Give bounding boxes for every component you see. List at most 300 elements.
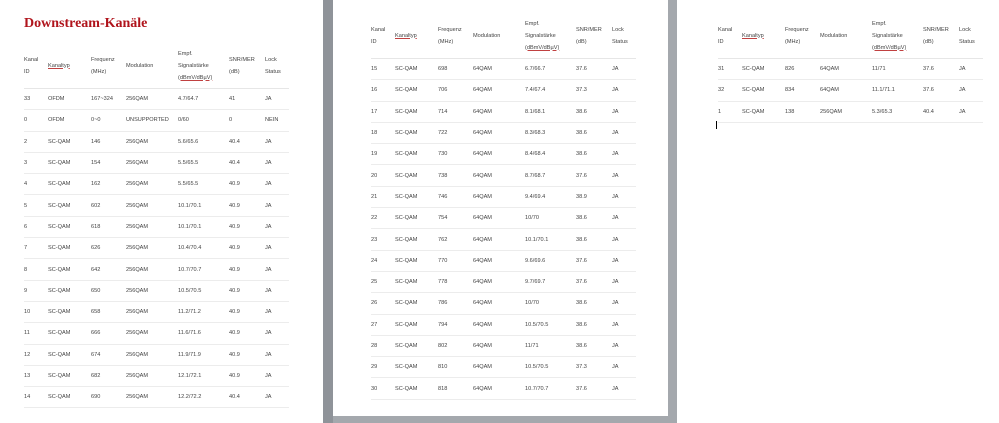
cell-lock: JA bbox=[612, 165, 636, 186]
cell-id: 9 bbox=[24, 280, 48, 301]
cell-mod: 64QAM bbox=[820, 80, 872, 101]
cell-mod: 64QAM bbox=[473, 165, 525, 186]
header-text: Empf. bbox=[178, 50, 193, 57]
cell-freq: 690 bbox=[91, 387, 126, 408]
cell-id: 3 bbox=[24, 152, 48, 173]
table-row bbox=[718, 80, 983, 101]
header-text: (dB) bbox=[923, 38, 934, 45]
cell-snr: 40.9 bbox=[229, 280, 265, 301]
header-text: Status bbox=[612, 38, 628, 45]
cell-type: SC-QAM bbox=[742, 59, 785, 80]
cell-snr: 38.6 bbox=[576, 122, 612, 143]
column-header-snr bbox=[229, 43, 265, 89]
header-text: Kanal bbox=[718, 26, 733, 33]
cell-id: 18 bbox=[371, 122, 395, 143]
cell-type: SC-QAM bbox=[395, 101, 438, 122]
cell-type: SC-QAM bbox=[395, 250, 438, 271]
cell-freq: 714 bbox=[438, 101, 473, 122]
header-text: SNR/MER bbox=[576, 26, 602, 33]
column-header-type bbox=[48, 43, 91, 89]
column-header-id bbox=[371, 13, 395, 59]
cell-power: 10.4/70.4 bbox=[178, 238, 229, 259]
cell-mod: 64QAM bbox=[473, 293, 525, 314]
cell-lock: JA bbox=[612, 122, 636, 143]
cell-type: SC-QAM bbox=[395, 271, 438, 292]
cell-type: SC-QAM bbox=[48, 301, 91, 322]
cell-lock: JA bbox=[612, 144, 636, 165]
cell-freq: 770 bbox=[438, 250, 473, 271]
cell-mod: 256QAM bbox=[126, 301, 178, 322]
cell-id: 30 bbox=[371, 378, 395, 399]
page-1 bbox=[0, 0, 323, 423]
cell-power: 11/71 bbox=[872, 59, 923, 80]
cell-power: 10.5/70.5 bbox=[178, 280, 229, 301]
cell-power: 10/70 bbox=[525, 293, 576, 314]
cell-snr: 37.6 bbox=[576, 271, 612, 292]
cell-freq: 626 bbox=[91, 238, 126, 259]
table-row bbox=[24, 131, 289, 152]
header-text: Kanaltyp bbox=[48, 62, 70, 69]
table-header-row bbox=[24, 43, 289, 89]
cell-id: 24 bbox=[371, 250, 395, 271]
cell-freq: 642 bbox=[91, 259, 126, 280]
cell-type: SC-QAM bbox=[395, 122, 438, 143]
cell-type: SC-QAM bbox=[395, 80, 438, 101]
cell-snr: 37.6 bbox=[576, 378, 612, 399]
cell-mod: 64QAM bbox=[473, 80, 525, 101]
header-text: (dB) bbox=[229, 68, 240, 75]
cell-id: 16 bbox=[371, 80, 395, 101]
cell-id: 19 bbox=[371, 144, 395, 165]
cell-snr: 37.3 bbox=[576, 80, 612, 101]
cell-snr: 38.6 bbox=[576, 314, 612, 335]
cell-type: SC-QAM bbox=[48, 259, 91, 280]
cell-lock: JA bbox=[612, 208, 636, 229]
cell-power: 10.5/70.5 bbox=[525, 357, 576, 378]
table-header-row bbox=[718, 13, 983, 59]
cell-lock: JA bbox=[612, 186, 636, 207]
header-text: Modulation bbox=[473, 32, 501, 39]
column-header-freq bbox=[438, 13, 473, 59]
downstream-table bbox=[371, 13, 636, 400]
cell-snr: 38.6 bbox=[576, 293, 612, 314]
table-row bbox=[371, 229, 636, 250]
cell-id: 22 bbox=[371, 208, 395, 229]
table-row bbox=[371, 250, 636, 271]
table-row bbox=[24, 387, 289, 408]
cell-mod: 64QAM bbox=[473, 314, 525, 335]
cell-freq: 602 bbox=[91, 195, 126, 216]
cell-type: SC-QAM bbox=[48, 280, 91, 301]
cell-snr: 40.9 bbox=[229, 195, 265, 216]
cell-freq: 754 bbox=[438, 208, 473, 229]
header-text: (dBmV/dBµV) bbox=[872, 44, 907, 51]
cell-mod: 64QAM bbox=[473, 229, 525, 250]
cell-mod: 256QAM bbox=[126, 259, 178, 280]
table-row bbox=[371, 80, 636, 101]
table-row bbox=[371, 293, 636, 314]
cell-snr: 41 bbox=[229, 89, 265, 110]
cell-type: SC-QAM bbox=[742, 80, 785, 101]
cell-mod: 256QAM bbox=[126, 131, 178, 152]
cell-lock: JA bbox=[612, 335, 636, 356]
cell-lock: JA bbox=[265, 238, 289, 259]
cell-id: 32 bbox=[718, 80, 742, 101]
table-row bbox=[24, 238, 289, 259]
header-text: Kanal bbox=[24, 56, 39, 63]
cell-id: 23 bbox=[371, 229, 395, 250]
cell-mod: 64QAM bbox=[473, 59, 525, 80]
table-row bbox=[371, 144, 636, 165]
cell-power: 12.1/72.1 bbox=[178, 365, 229, 386]
table-row bbox=[371, 314, 636, 335]
table-row bbox=[718, 59, 983, 80]
cell-snr: 37.3 bbox=[576, 357, 612, 378]
cell-snr: 40.9 bbox=[229, 174, 265, 195]
cell-type: SC-QAM bbox=[48, 152, 91, 173]
cell-lock: JA bbox=[612, 101, 636, 122]
cell-type: SC-QAM bbox=[395, 186, 438, 207]
cell-snr: 38.6 bbox=[576, 208, 612, 229]
cell-freq: 786 bbox=[438, 293, 473, 314]
table-row bbox=[371, 122, 636, 143]
cell-lock: JA bbox=[612, 357, 636, 378]
cell-mod: 256QAM bbox=[126, 216, 178, 237]
cell-power: 11.6/71.6 bbox=[178, 323, 229, 344]
column-header-lock bbox=[265, 43, 289, 89]
page-3 bbox=[677, 0, 999, 423]
cell-power: 10.7/70.7 bbox=[525, 378, 576, 399]
cell-lock: JA bbox=[265, 301, 289, 322]
header-text: Frequenz bbox=[785, 26, 809, 33]
cell-id: 25 bbox=[371, 271, 395, 292]
cell-power: 6.7/66.7 bbox=[525, 59, 576, 80]
header-text: Signalstärke bbox=[525, 32, 556, 39]
cell-power: 10/70 bbox=[525, 208, 576, 229]
table-row bbox=[371, 186, 636, 207]
table-row bbox=[24, 259, 289, 280]
cell-power: 5.3/65.3 bbox=[872, 101, 923, 122]
column-header-mod bbox=[473, 13, 525, 59]
cell-power: 9.4/69.4 bbox=[525, 186, 576, 207]
table-row bbox=[24, 195, 289, 216]
table-row bbox=[24, 344, 289, 365]
cell-freq: 658 bbox=[91, 301, 126, 322]
cell-freq: 666 bbox=[91, 323, 126, 344]
header-text: (MHz) bbox=[91, 68, 107, 75]
cell-power: 8.4/68.4 bbox=[525, 144, 576, 165]
table-row bbox=[371, 271, 636, 292]
cell-freq: 146 bbox=[91, 131, 126, 152]
cell-lock: NEIN bbox=[265, 110, 289, 131]
cell-lock: JA bbox=[265, 323, 289, 344]
cell-power: 10.1/70.1 bbox=[525, 229, 576, 250]
cell-lock: JA bbox=[265, 365, 289, 386]
header-text: Status bbox=[265, 68, 281, 75]
cell-id: 28 bbox=[371, 335, 395, 356]
cell-type: SC-QAM bbox=[48, 387, 91, 408]
cell-freq: 706 bbox=[438, 80, 473, 101]
page-gutter bbox=[323, 0, 333, 423]
cell-power: 5.6/65.6 bbox=[178, 131, 229, 152]
header-text: SNR/MER bbox=[229, 56, 255, 63]
cell-id: 12 bbox=[24, 344, 48, 365]
cell-mod: 256QAM bbox=[126, 387, 178, 408]
cell-power: 12.2/72.2 bbox=[178, 387, 229, 408]
cell-freq: 810 bbox=[438, 357, 473, 378]
cell-freq: 722 bbox=[438, 122, 473, 143]
header-text: Kanal bbox=[371, 26, 386, 33]
cell-freq: 826 bbox=[785, 59, 820, 80]
header-text: Empf. bbox=[525, 20, 540, 27]
cell-id: 8 bbox=[24, 259, 48, 280]
table-row bbox=[24, 110, 289, 131]
cell-snr: 37.6 bbox=[576, 250, 612, 271]
cell-freq: 834 bbox=[785, 80, 820, 101]
cell-power: 5.5/65.5 bbox=[178, 174, 229, 195]
cell-type: SC-QAM bbox=[48, 323, 91, 344]
header-text: ID bbox=[371, 38, 377, 45]
cell-mod: 64QAM bbox=[473, 208, 525, 229]
cell-mod: 256QAM bbox=[126, 89, 178, 110]
table-row bbox=[371, 165, 636, 186]
cell-mod: 64QAM bbox=[473, 122, 525, 143]
cell-freq: 778 bbox=[438, 271, 473, 292]
header-text: SNR/MER bbox=[923, 26, 949, 33]
cell-mod: 64QAM bbox=[473, 144, 525, 165]
header-text: Kanaltyp bbox=[395, 32, 417, 39]
cell-mod: 64QAM bbox=[473, 186, 525, 207]
cell-mod: 256QAM bbox=[126, 174, 178, 195]
cell-id: 1 bbox=[718, 101, 742, 122]
cell-power: 10.5/70.5 bbox=[525, 314, 576, 335]
cell-power: 7.4/67.4 bbox=[525, 80, 576, 101]
column-header-id bbox=[24, 43, 48, 89]
cell-freq: 154 bbox=[91, 152, 126, 173]
cell-lock: JA bbox=[265, 259, 289, 280]
cell-snr: 38.6 bbox=[576, 229, 612, 250]
table-row bbox=[371, 208, 636, 229]
cell-lock: JA bbox=[265, 89, 289, 110]
cell-snr: 38.9 bbox=[576, 186, 612, 207]
cell-type: SC-QAM bbox=[48, 344, 91, 365]
cell-type: SC-QAM bbox=[395, 144, 438, 165]
column-header-power bbox=[872, 13, 923, 59]
header-text: Modulation bbox=[126, 62, 154, 69]
cell-lock: JA bbox=[612, 271, 636, 292]
cell-mod: UNSUPPORTED bbox=[126, 110, 178, 131]
downstream-table bbox=[24, 43, 289, 408]
table-row bbox=[24, 216, 289, 237]
cell-power: 5.5/65.5 bbox=[178, 152, 229, 173]
cell-mod: 256QAM bbox=[820, 101, 872, 122]
cell-lock: JA bbox=[612, 229, 636, 250]
cell-mod: 64QAM bbox=[820, 59, 872, 80]
cell-lock: JA bbox=[612, 59, 636, 80]
cell-type: SC-QAM bbox=[742, 101, 785, 122]
cell-mod: 64QAM bbox=[473, 378, 525, 399]
table-row bbox=[24, 323, 289, 344]
cell-type: SC-QAM bbox=[395, 314, 438, 335]
cell-id: 11 bbox=[24, 323, 48, 344]
cell-mod: 64QAM bbox=[473, 335, 525, 356]
cell-power: 8.3/68.3 bbox=[525, 122, 576, 143]
column-header-snr bbox=[923, 13, 959, 59]
cell-type: SC-QAM bbox=[395, 208, 438, 229]
cell-power: 0/60 bbox=[178, 110, 229, 131]
header-text: Signalstärke bbox=[178, 62, 209, 69]
table-row bbox=[371, 335, 636, 356]
header-text: (dBmV/dBµV) bbox=[178, 74, 213, 81]
cell-lock: JA bbox=[612, 314, 636, 335]
page-2 bbox=[333, 0, 668, 416]
column-header-power bbox=[525, 13, 576, 59]
cell-power: 11.1/71.1 bbox=[872, 80, 923, 101]
cell-type: SC-QAM bbox=[48, 131, 91, 152]
header-text: Empf. bbox=[872, 20, 887, 27]
cell-snr: 40.4 bbox=[229, 152, 265, 173]
header-text: Frequenz bbox=[91, 56, 115, 63]
column-header-snr bbox=[576, 13, 612, 59]
cell-snr: 40.4 bbox=[229, 387, 265, 408]
cell-freq: 762 bbox=[438, 229, 473, 250]
cell-snr: 40.4 bbox=[229, 131, 265, 152]
cell-lock: JA bbox=[612, 80, 636, 101]
cell-type: SC-QAM bbox=[395, 165, 438, 186]
cell-id: 15 bbox=[371, 59, 395, 80]
cell-freq: 738 bbox=[438, 165, 473, 186]
cell-lock: JA bbox=[265, 344, 289, 365]
cell-freq: 730 bbox=[438, 144, 473, 165]
downstream-table bbox=[718, 13, 983, 123]
cell-id: 31 bbox=[718, 59, 742, 80]
header-text: Signalstärke bbox=[872, 32, 903, 39]
header-text: (MHz) bbox=[438, 38, 454, 45]
column-header-type bbox=[395, 13, 438, 59]
column-header-freq bbox=[91, 43, 126, 89]
header-text: Frequenz bbox=[438, 26, 462, 33]
cell-id: 4 bbox=[24, 174, 48, 195]
cell-id: 21 bbox=[371, 186, 395, 207]
header-text: Lock bbox=[265, 56, 277, 63]
cell-freq: 0~0 bbox=[91, 110, 126, 131]
cell-snr: 40.9 bbox=[229, 301, 265, 322]
cell-snr: 40.9 bbox=[229, 238, 265, 259]
column-header-freq bbox=[785, 13, 820, 59]
cell-type: OFDM bbox=[48, 89, 91, 110]
cell-snr: 38.6 bbox=[576, 144, 612, 165]
cell-type: OFDM bbox=[48, 110, 91, 131]
cell-mod: 64QAM bbox=[473, 101, 525, 122]
header-text: (dBmV/dBµV) bbox=[525, 44, 560, 51]
cell-id: 14 bbox=[24, 387, 48, 408]
cell-power: 4.7/64.7 bbox=[178, 89, 229, 110]
cell-snr: 40.9 bbox=[229, 323, 265, 344]
table-header-row bbox=[371, 13, 636, 59]
cell-id: 33 bbox=[24, 89, 48, 110]
cell-id: 6 bbox=[24, 216, 48, 237]
cell-power: 11.9/71.9 bbox=[178, 344, 229, 365]
cell-snr: 40.4 bbox=[923, 101, 959, 122]
cell-lock: JA bbox=[959, 101, 983, 122]
cell-lock: JA bbox=[959, 80, 983, 101]
header-text: ID bbox=[24, 68, 30, 75]
cell-id: 10 bbox=[24, 301, 48, 322]
cell-type: SC-QAM bbox=[395, 293, 438, 314]
table-row bbox=[24, 89, 289, 110]
cell-freq: 167~324 bbox=[91, 89, 126, 110]
cell-lock: JA bbox=[265, 195, 289, 216]
cell-id: 7 bbox=[24, 238, 48, 259]
cell-type: SC-QAM bbox=[395, 229, 438, 250]
cell-lock: JA bbox=[265, 174, 289, 195]
cell-id: 20 bbox=[371, 165, 395, 186]
cell-type: SC-QAM bbox=[48, 195, 91, 216]
cell-freq: 818 bbox=[438, 378, 473, 399]
header-text: Kanaltyp bbox=[742, 32, 764, 39]
cell-type: SC-QAM bbox=[48, 174, 91, 195]
cell-id: 13 bbox=[24, 365, 48, 386]
cell-type: SC-QAM bbox=[395, 335, 438, 356]
cell-power: 10.7/70.7 bbox=[178, 259, 229, 280]
cell-freq: 162 bbox=[91, 174, 126, 195]
table-row bbox=[24, 365, 289, 386]
page-title: Downstream-Kanäle bbox=[24, 16, 148, 31]
cell-snr: 38.6 bbox=[576, 101, 612, 122]
cell-mod: 256QAM bbox=[126, 323, 178, 344]
header-text: Lock bbox=[612, 26, 624, 33]
cell-type: SC-QAM bbox=[48, 238, 91, 259]
cell-power: 10.1/70.1 bbox=[178, 216, 229, 237]
cell-type: SC-QAM bbox=[48, 216, 91, 237]
cell-lock: JA bbox=[612, 250, 636, 271]
header-text: (MHz) bbox=[785, 38, 801, 45]
header-text: Lock bbox=[959, 26, 971, 33]
cell-mod: 256QAM bbox=[126, 280, 178, 301]
cell-power: 8.1/68.1 bbox=[525, 101, 576, 122]
column-header-type bbox=[742, 13, 785, 59]
cell-snr: 38.6 bbox=[576, 335, 612, 356]
cell-snr: 40.9 bbox=[229, 216, 265, 237]
cell-mod: 64QAM bbox=[473, 357, 525, 378]
table-row bbox=[371, 378, 636, 399]
cell-lock: JA bbox=[265, 387, 289, 408]
cell-lock: JA bbox=[265, 152, 289, 173]
column-header-lock bbox=[959, 13, 983, 59]
cell-id: 0 bbox=[24, 110, 48, 131]
cell-power: 10.1/70.1 bbox=[178, 195, 229, 216]
cell-id: 5 bbox=[24, 195, 48, 216]
table-row bbox=[371, 101, 636, 122]
cell-id: 2 bbox=[24, 131, 48, 152]
cell-lock: JA bbox=[612, 293, 636, 314]
cell-snr: 0 bbox=[229, 110, 265, 131]
cell-mod: 256QAM bbox=[126, 365, 178, 386]
header-text: ID bbox=[718, 38, 724, 45]
cell-mod: 256QAM bbox=[126, 152, 178, 173]
cell-freq: 682 bbox=[91, 365, 126, 386]
cell-mod: 256QAM bbox=[126, 238, 178, 259]
cell-freq: 138 bbox=[785, 101, 820, 122]
cell-lock: JA bbox=[265, 280, 289, 301]
cell-type: SC-QAM bbox=[395, 357, 438, 378]
table-row bbox=[24, 301, 289, 322]
header-text: (dB) bbox=[576, 38, 587, 45]
cell-mod: 256QAM bbox=[126, 344, 178, 365]
header-text: Modulation bbox=[820, 32, 848, 39]
cell-lock: JA bbox=[265, 131, 289, 152]
cell-freq: 650 bbox=[91, 280, 126, 301]
